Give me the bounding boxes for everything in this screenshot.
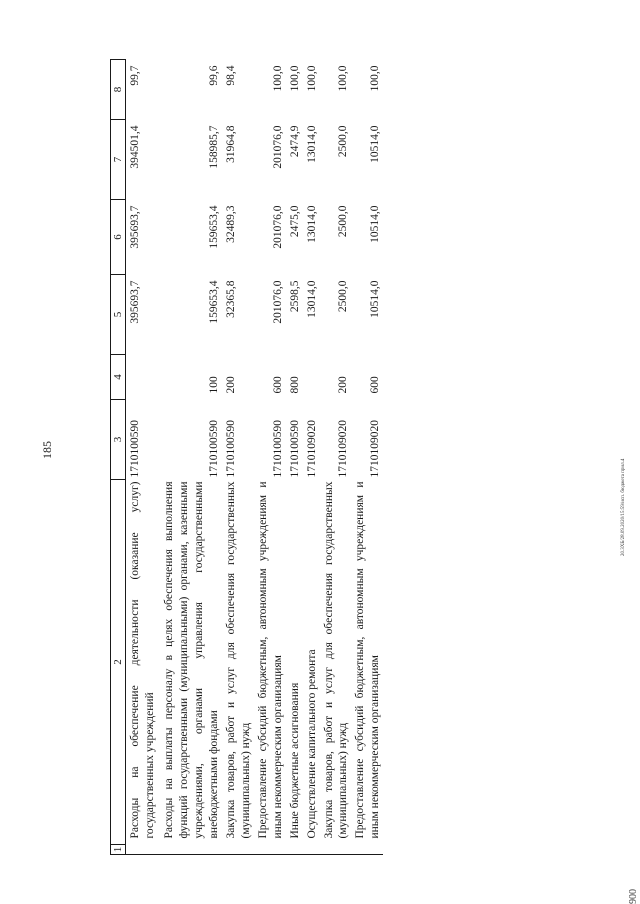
execution-percent: 100,0 bbox=[305, 65, 318, 92]
page-number: 185 bbox=[40, 441, 54, 459]
header-col-8: 8 bbox=[111, 60, 126, 120]
corner-page-number: 900 bbox=[628, 889, 639, 904]
budget-table-rotated bbox=[110, 60, 566, 855]
planned-amount: 2500,0 bbox=[337, 280, 350, 313]
expense-name: Осуществление капитального ремонта bbox=[305, 649, 318, 839]
refined-amount: 2500,0 bbox=[337, 205, 350, 238]
table-row bbox=[303, 60, 320, 855]
header-col-7: 7 bbox=[111, 120, 126, 200]
execution-percent: 98,4 bbox=[224, 65, 237, 86]
execution-percent: 100,0 bbox=[288, 65, 301, 92]
header-col-3: 3 bbox=[111, 400, 126, 480]
table-row bbox=[126, 60, 158, 855]
expense-name: Предоставление субсидий бюджетным, автономным учреждениям и иным некоммерческим организациям bbox=[256, 481, 284, 839]
expense-name: Закупка товаров, работ и услуг для обеспечения государственных (муниципальных) нужд bbox=[322, 481, 350, 839]
executed-amount: 31964,8 bbox=[224, 125, 237, 163]
expense-name: Расходы на обеспечение деятельности (оказание услуг) государственных учреждений bbox=[129, 481, 157, 839]
expense-type bbox=[126, 355, 158, 400]
table-row bbox=[320, 60, 352, 855]
expense-name: Закупка товаров, работ и услуг для обеспечения государственных (муниципальных) нужд bbox=[224, 481, 252, 839]
target-code: 1710100590 bbox=[271, 420, 284, 478]
execution-percent: 100,0 bbox=[271, 65, 284, 92]
planned-amount: 159653,4 bbox=[207, 280, 220, 324]
refined-amount: 159653,4 bbox=[207, 205, 220, 249]
executed-amount: 394501,4 bbox=[129, 125, 142, 169]
refined-amount: 13014,0 bbox=[305, 205, 318, 243]
header-col-5: 5 bbox=[111, 275, 126, 355]
expense-name: Расходы на выплаты персоналу в целях обеспечения выполнения функций государственными (муниципальными) органами, казенными учреждениями, органами управления государственными внебюджетными фондами bbox=[163, 481, 220, 839]
refined-amount: 395693,7 bbox=[129, 205, 142, 249]
planned-amount: 395693,7 bbox=[129, 280, 142, 324]
planned-amount: 201076,0 bbox=[271, 280, 284, 324]
target-code: 1710100590 bbox=[224, 420, 237, 478]
table-row bbox=[254, 60, 286, 855]
refined-amount: 2475,0 bbox=[288, 205, 301, 238]
execution-percent: 99,6 bbox=[207, 65, 220, 86]
execution-percent: 100,0 bbox=[369, 65, 382, 92]
target-code: 1710100590 bbox=[129, 420, 142, 478]
executed-amount: 10514,0 bbox=[369, 125, 382, 163]
executed-amount: 2500,0 bbox=[337, 125, 350, 158]
planned-amount: 10514,0 bbox=[369, 280, 382, 318]
executed-amount: 201076,0 bbox=[271, 125, 284, 169]
row-marker-cell bbox=[320, 845, 352, 855]
planned-amount: 2598,5 bbox=[288, 280, 301, 313]
target-code: 1710100590 bbox=[207, 420, 220, 478]
expense-type: 100 bbox=[207, 376, 220, 394]
target-code: 1710109020 bbox=[337, 420, 350, 478]
header-col-2: 2 bbox=[111, 480, 126, 845]
row-marker-cell bbox=[351, 845, 383, 855]
row-marker-cell bbox=[254, 845, 286, 855]
executed-amount: 158985,7 bbox=[207, 125, 220, 169]
header-col-1: 1 bbox=[111, 845, 126, 855]
planned-amount: 32365,8 bbox=[224, 280, 237, 318]
expense-name: Иные бюджетные ассигнования bbox=[288, 682, 301, 839]
row-marker-cell bbox=[126, 845, 158, 855]
target-code: 1710109020 bbox=[305, 420, 318, 478]
header-row bbox=[111, 60, 126, 855]
table-row bbox=[286, 60, 303, 855]
table-row bbox=[351, 60, 383, 855]
expense-type bbox=[303, 355, 320, 400]
expense-type: 200 bbox=[224, 376, 237, 394]
row-marker-cell bbox=[222, 845, 254, 855]
expense-type: 800 bbox=[288, 376, 301, 394]
table-row bbox=[158, 60, 222, 855]
executed-amount: 2474,9 bbox=[288, 125, 301, 158]
header-col-6: 6 bbox=[111, 200, 126, 275]
executed-amount: 13014,0 bbox=[305, 125, 318, 163]
expense-type: 200 bbox=[337, 376, 350, 394]
target-code: 1710109020 bbox=[369, 420, 382, 478]
document-stamp: 20.3ХБ/28.09.2020/15:59/исп. бюджета прил.4 bbox=[621, 458, 626, 556]
target-code: 1710100590 bbox=[288, 420, 301, 478]
refined-amount: 10514,0 bbox=[369, 205, 382, 243]
table-row bbox=[222, 60, 254, 855]
expense-type: 600 bbox=[271, 376, 284, 394]
header-col-4: 4 bbox=[111, 355, 126, 400]
execution-percent: 99,7 bbox=[129, 65, 142, 86]
planned-amount: 13014,0 bbox=[305, 280, 318, 318]
execution-percent: 100,0 bbox=[337, 65, 350, 92]
expense-name: Предоставление субсидий бюджетным, автономным учреждениям и иным некоммерческим организациям bbox=[354, 481, 382, 839]
row-marker-cell bbox=[286, 845, 303, 855]
row-marker-cell bbox=[158, 845, 222, 855]
refined-amount: 32489,3 bbox=[224, 205, 237, 243]
expense-type: 600 bbox=[369, 376, 382, 394]
refined-amount: 201076,0 bbox=[271, 205, 284, 249]
row-marker-cell bbox=[303, 845, 320, 855]
budget-table bbox=[110, 59, 383, 855]
